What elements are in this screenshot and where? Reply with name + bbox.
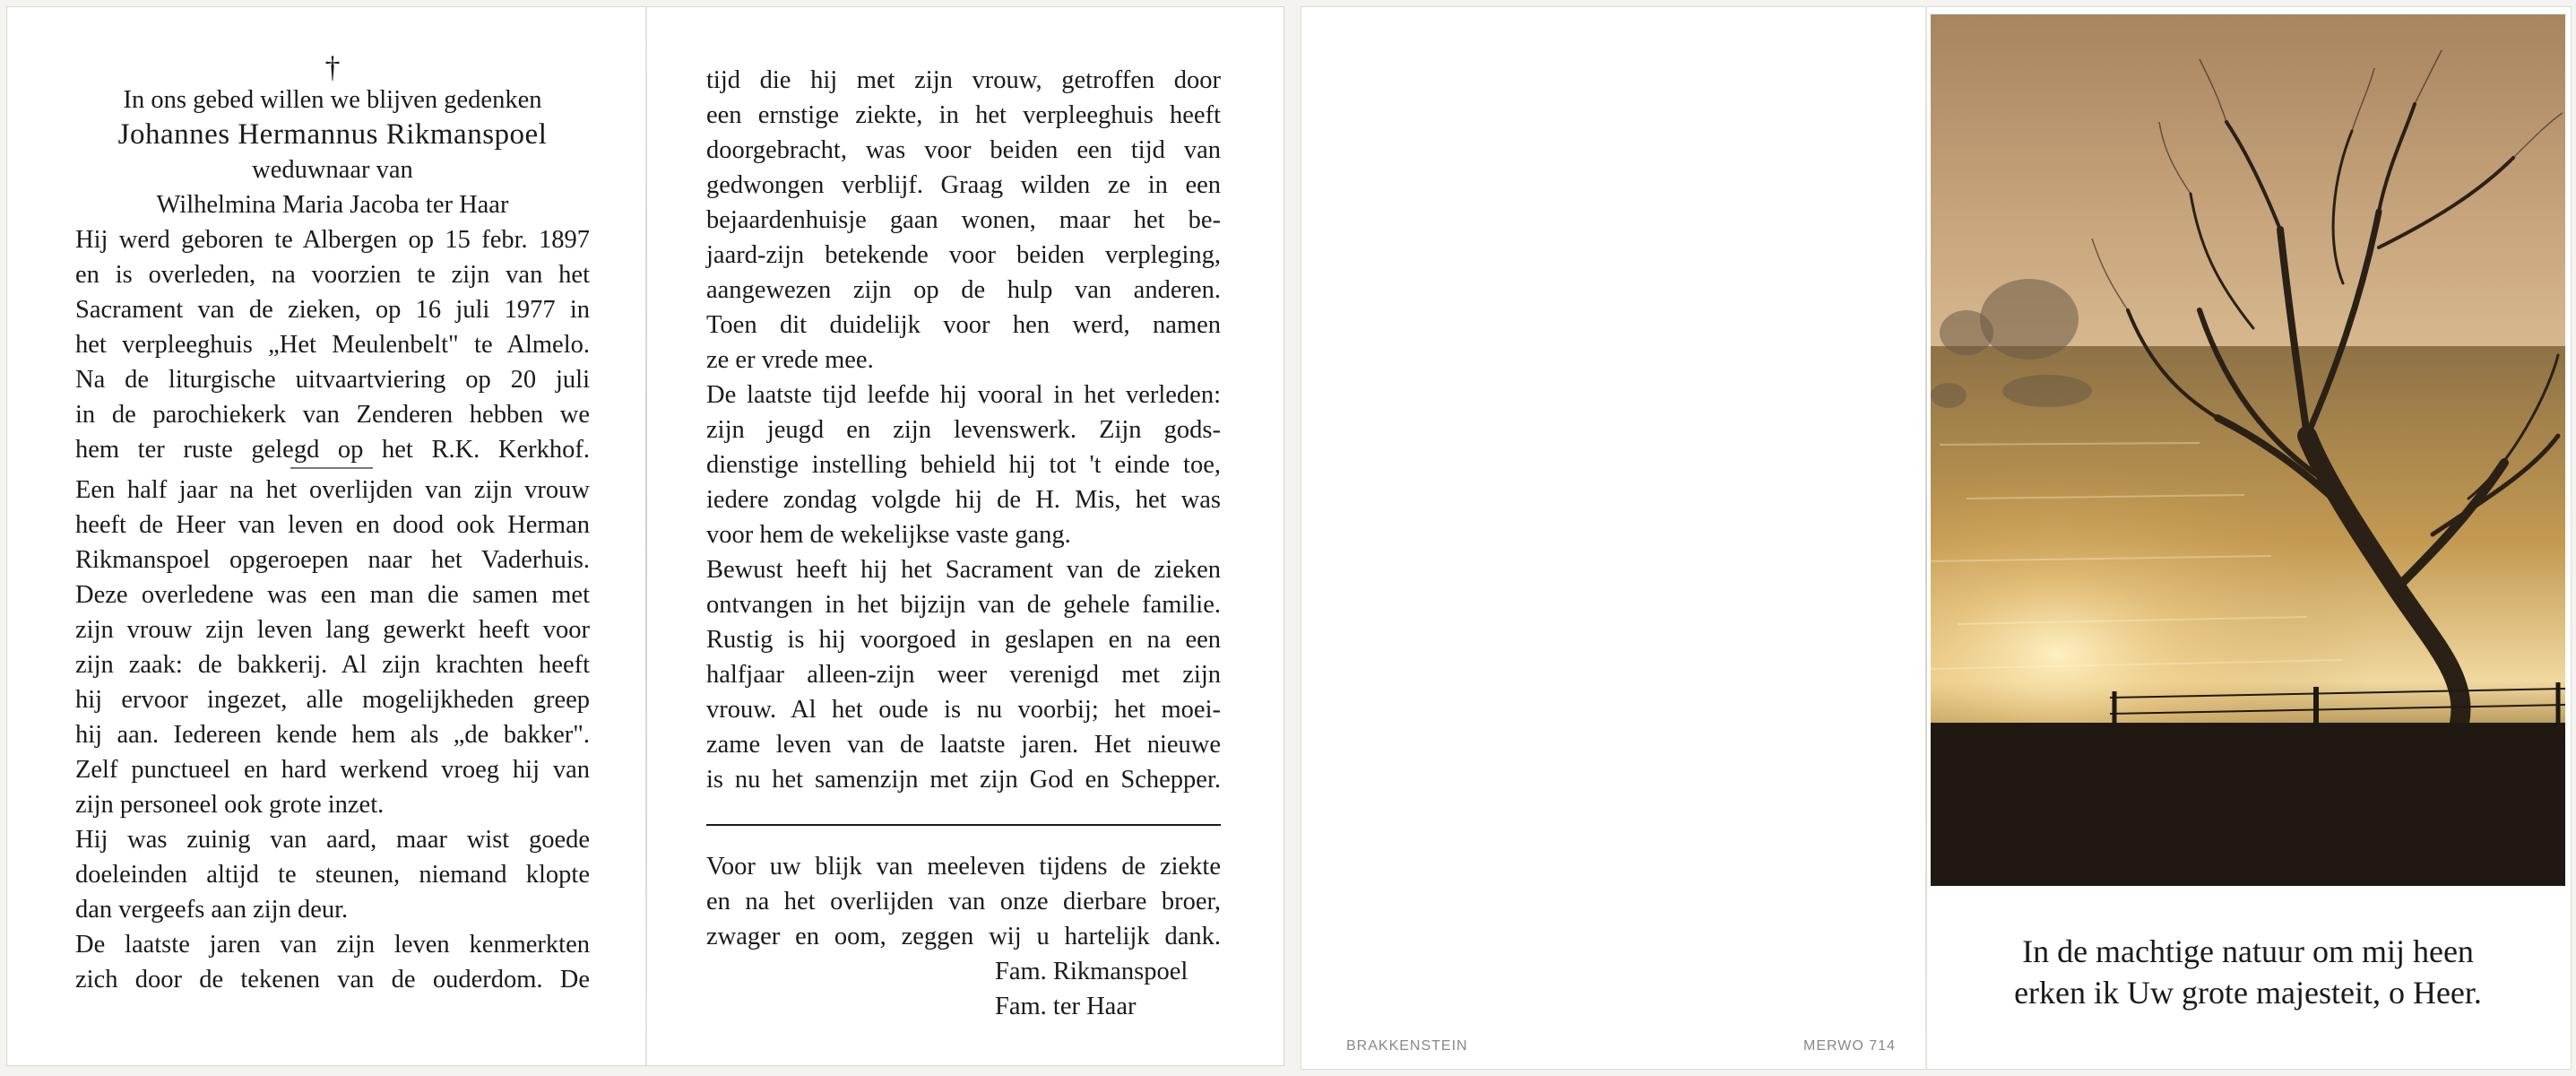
- paragraph-biography: [75, 222, 590, 467]
- text-line: Deze overledene was een man die samen met: [75, 581, 590, 609]
- card-fold: [645, 7, 647, 1065]
- left-panel: [75, 51, 590, 997]
- text-line: Sacrament van de zieken, op 16 juli 1977 in: [75, 296, 590, 324]
- text-line: is nu het samenzijn met zijn God en Schepper.: [706, 766, 1221, 794]
- text-line: Bewust heeft hij het Sacrament van de zieken: [706, 556, 1221, 584]
- text-line: gedwongen verblijf. Graag wilden ze in een: [706, 171, 1221, 199]
- card-fold: [1925, 7, 1927, 1069]
- text-line: voor hem de wekelijkse vaste gang.: [706, 521, 1071, 549]
- text-line: en na het overlijden van onze dierbare broer,: [706, 888, 1221, 915]
- text-line: Toen dit duidelijk voor hen werd, namen: [706, 311, 1221, 339]
- text-line: Rustig is hij voorgoed in geslapen en na een: [706, 626, 1221, 654]
- text-line: doorgebracht, was voor beiden een tijd van: [706, 136, 1221, 164]
- text-line: zijn zaak: de bakkerij. Al zijn krachten heeft: [75, 651, 590, 679]
- text-line: doeleinden altijd te steunen, niemand klopte: [75, 861, 590, 889]
- text-line: Rikmanspoel opgeroepen naar het Vaderhuis.: [75, 546, 590, 574]
- card-inside: [7, 7, 1284, 1065]
- paragraph-life: [75, 473, 590, 822]
- text-line: en is overleden, na voorzien te zijn van het: [75, 261, 590, 289]
- text-line: De laatste jaren van zijn leven kenmerkten: [75, 931, 590, 959]
- flooded-meadow-willow-photo: [1931, 14, 2565, 886]
- intro-line: In ons gebed willen we blijven gedenken: [123, 86, 542, 114]
- text-line: Na de liturgische uitvaartviering op 20 juli: [75, 366, 590, 394]
- text-line: bejaardenhuisje gaan wonen, maar het be-: [706, 206, 1221, 234]
- paragraph-faith: [706, 377, 1221, 552]
- text-line: halfjaar alleen-zijn weer verenigd met zijn: [706, 661, 1221, 689]
- spouse-name: Wilhelmina Maria Jacoba ter Haar: [156, 191, 509, 219]
- text-line: Een half jaar na het overlijden van zijn vrouw: [75, 476, 590, 504]
- text-line: Hij was zuinig van aard, maar wist goede: [75, 826, 590, 854]
- text-line: zwager en oom, zeggen wij u hartelijk dank.: [706, 923, 1221, 950]
- text-line: hij aan. Iedereen kende hem als „de bakker".: [75, 721, 590, 749]
- text-line: Hij werd geboren te Albergen op 15 febr. 1897: [75, 226, 590, 254]
- text-line: zich door de tekenen van de ouderdom. De: [75, 966, 590, 994]
- photo-foreground: [1931, 723, 2565, 886]
- relation-line: weduwnaar van: [252, 156, 413, 184]
- text-line: zame leven van de laatste jaren. Het nieuwe: [706, 731, 1221, 759]
- text-line: hem ter ruste gelegd op het R.K. Kerkhof.: [75, 436, 590, 464]
- text-line: dan vergeefs aan zijn deur.: [75, 896, 349, 924]
- verse-text: [1929, 931, 2567, 1013]
- text-line: in de parochiekerk van Zenderen hebben we: [75, 401, 590, 429]
- text-line: ze er vrede mee.: [706, 346, 874, 374]
- text-line: zijn personeel ook grote inzet.: [75, 791, 385, 819]
- text-line: Zelf punctueel en hard werkend vroeg hij van: [75, 756, 590, 784]
- card-outside: [1301, 7, 2571, 1069]
- text-line: een ernstige ziekte, in het verpleeghuis heeft: [706, 101, 1221, 129]
- verse-line: erken ik Uw grote majesteit, o Heer.: [2014, 975, 2482, 1011]
- text-line: Voor uw blijk van meeleven tijdens de ziekte: [706, 853, 1221, 881]
- paragraph-character: [75, 822, 590, 927]
- cross-icon: †: [324, 51, 341, 84]
- text-line: vrouw. Al het oude is nu voorbij; het moei-: [706, 696, 1221, 724]
- text-line: ontvangen in het bijzijn van de gehele familie.: [706, 591, 1221, 619]
- text-line: tijd die hij met zijn vrouw, getroffen door: [706, 66, 1221, 94]
- text-line: zijn jeugd en zijn levenswerk. Zijn gods-: [706, 416, 1221, 444]
- text-line: heeft de Heer van leven en dood ook Herman: [75, 511, 590, 539]
- text-line: jaard-zijn betekende voor beiden verpleging,: [706, 241, 1221, 269]
- middle-panel: [706, 63, 1221, 1024]
- paragraph-thanks: [706, 849, 1221, 954]
- paragraph-passing: [706, 552, 1221, 797]
- text-line: zijn vrouw zijn leven lang gewerkt heeft voor: [75, 616, 590, 644]
- paragraph-care-home: [706, 63, 1221, 377]
- text-line: dienstige instelling behield hij tot 't einde toe,: [706, 451, 1221, 479]
- verse-line: In de machtige natuur om mij heen: [2022, 933, 2474, 969]
- text-line: hij ervoor ingezet, alle mogelijkheden greep: [75, 686, 590, 714]
- text-line: het verpleeghuis „Het Meulenbelt" te Almelo.: [75, 331, 590, 359]
- imprint-publisher: BRAKKENSTEIN: [1346, 1038, 1468, 1054]
- paragraph-old-age: [75, 927, 590, 997]
- text-line: iedere zondag volgde hij de H. Mis, het was: [706, 486, 1221, 514]
- signature-family-2: Fam. ter Haar: [995, 993, 1137, 1020]
- imprint-code: MERWO 714: [1803, 1038, 1896, 1054]
- signature-family-1: Fam. Rikmanspoel: [995, 958, 1189, 985]
- text-line: aangewezen zijn op de hulp van anderen.: [706, 276, 1221, 304]
- deceased-name: Johannes Hermannus Rikmanspoel: [117, 118, 548, 151]
- text-line: De laatste tijd leefde hij vooral in het verleden:: [706, 381, 1221, 409]
- divider-long: [706, 824, 1221, 826]
